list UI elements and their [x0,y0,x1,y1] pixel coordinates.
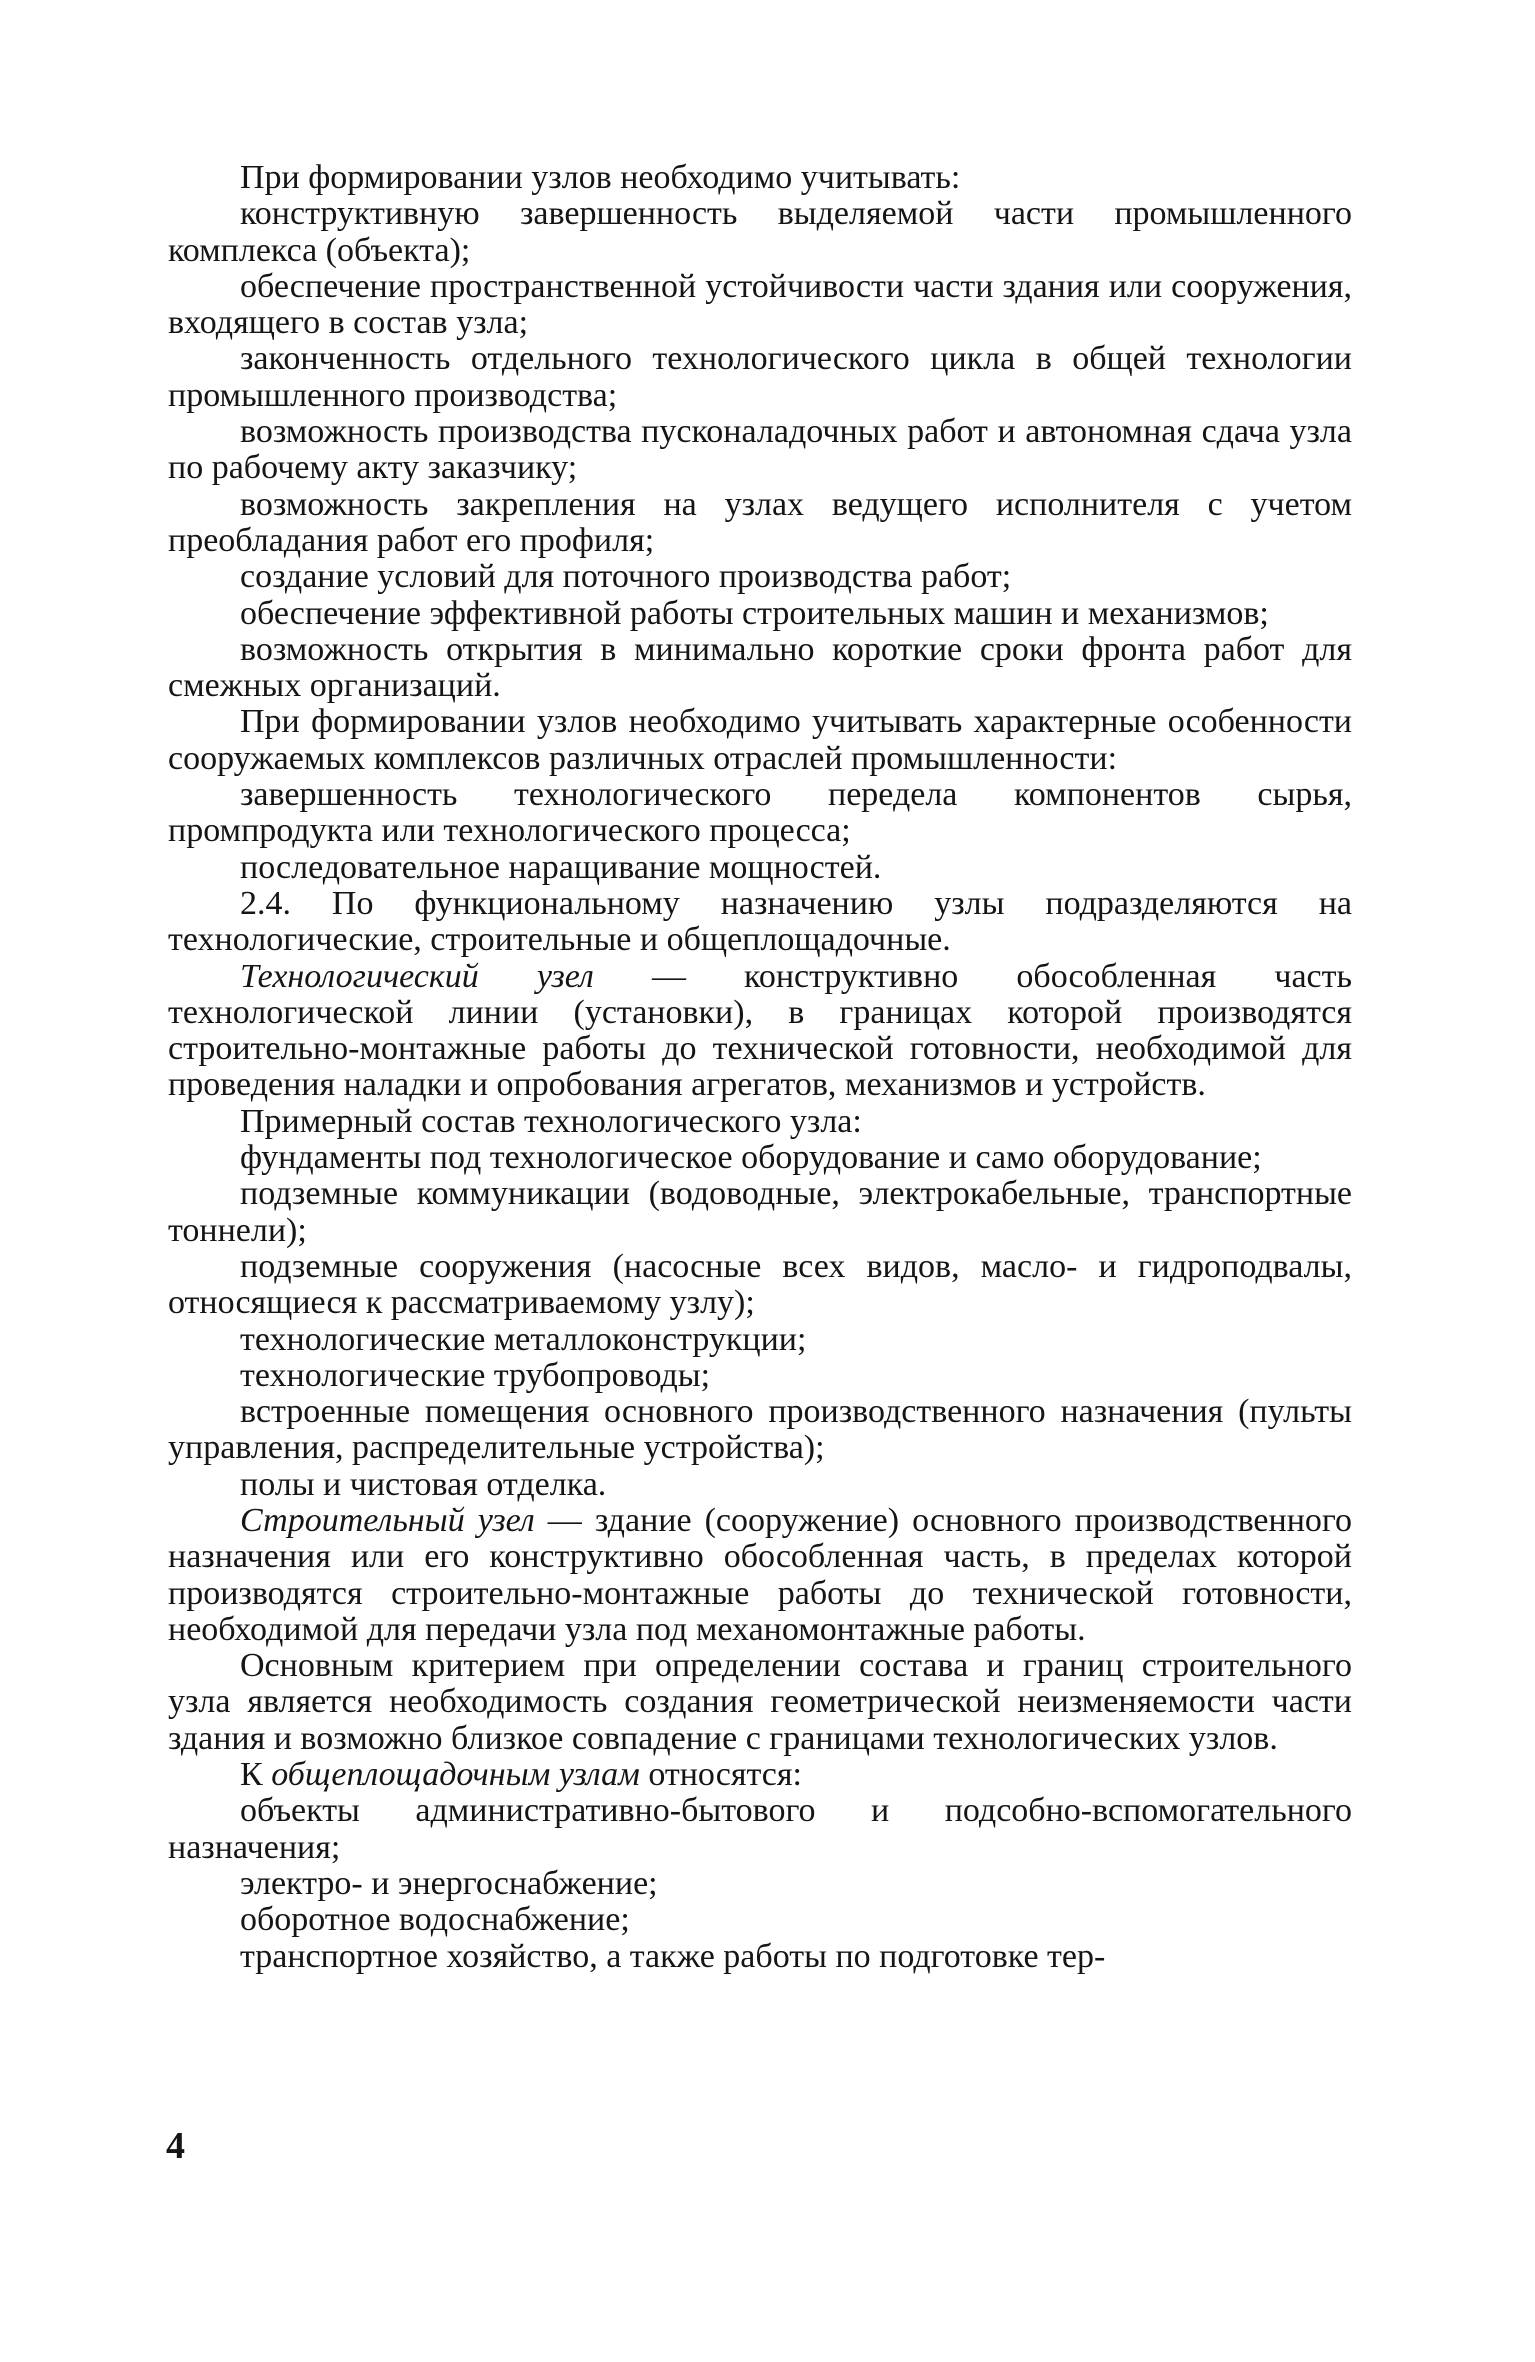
paragraph: последовательное наращивание мощностей. [240,848,882,886]
paragraph: При формировании узлов необходимо учитывать: [240,159,961,196]
paragraph: законченность отдельного технологического цикла в общей технологии промышленного производства; [168,340,1352,414]
paragraph: завершенность технологического передела компонентов сырья, промпродукта или технологического процесса; [168,776,1352,850]
definition-technological-node: Технологический узел — конструктивно обособленная часть технологической линии (установки), в границах которой производятся строительно-монтажные работы до технической готовности, необходимой для проведения наладки и опробования агрегатов, механизмов и устройств. [168,957,1352,1104]
paragraph: обеспечение эффективной работы строительных машин и механизмов; [240,594,1269,632]
page-body [168,160,1352,1975]
paragraph: обеспечение пространственной устойчивости части здания или сооружения, входящего в состав узла; [168,267,1352,342]
paragraph: возможность открытия в минимально короткие сроки фронта работ для смежных организаций. [168,630,1352,705]
paragraph: возможность производства пусконаладочных работ и автономная сдача узла по рабочему акту заказчику; [168,413,1352,487]
paragraph: создание условий для поточного производства работ; [240,558,1012,596]
term-construction-node: Строительный узел [240,1501,535,1539]
term-site-wide-nodes: общеплощадочным узлам [271,1756,640,1794]
paragraph: технологические трубопроводы; [240,1356,711,1394]
term-technological-node: Технологический узел [240,957,594,995]
paragraph: Примерный состав технологического узла: [240,1102,862,1140]
paragraph: подземные сооружения (насосные всех видов, масло- и гидроподвалы, относящиеся к рассматриваемому узлу); [168,1247,1352,1322]
paragraph: транспортное хозяйство, а также работы по подготовке тер- [240,1937,1106,1975]
page-number: 4 [166,2125,185,2167]
paragraph: объекты административно-бытового и подсобно-вспомогательного назначения; [168,1792,1352,1866]
paragraph: оборотное водоснабжение; [240,1901,630,1939]
paragraph: фундаменты под технологическое оборудование и само оборудование; [240,1139,1262,1177]
paragraph: электро- и энергоснабжение; [240,1864,658,1902]
definition-site-wide-nodes: К общеплощадочным узлам относятся: [240,1756,802,1794]
paragraph: конструктивную завершенность выделяемой части промышленного комплекса (объекта); [168,195,1352,269]
paragraph: полы и чистовая отделка. [240,1465,607,1503]
section-2-4-paragraph: 2.4. По функциональному назначению узлы подразделяются на технологические, строительные и общеплощадочные. [168,884,1352,959]
definition-construction-node: Строительный узел — здание (сооружение) основного производственного назначения или его конструктивно обособленная часть, в пределах которой производятся строительно-монтажные работы до технической готовности, необходимой для передачи узла под механомонтажные работы. [168,1501,1353,1648]
paragraph: При формировании узлов необходимо учитывать характерные особенности сооружаемых комплексов различных отраслей промышленности: [168,703,1352,777]
paragraph: возможность закрепления на узлах ведущего исполнителя с учетом преобладания работ его профиля; [168,485,1352,559]
paragraph: технологические металлоконструкции; [240,1320,807,1358]
paragraph: подземные коммуникации (водоводные, электрокабельные, транспортные тоннели); [168,1175,1352,1249]
paragraph: встроенные помещения основного производственного назначения (пульты управления, распределительные устройства); [168,1393,1352,1467]
paragraph: Основным критерием при определении состава и границ строительного узла является необходимость создания геометрической неизменяемости части здания и возможно близкое совпадение с границами технологических узлов. [168,1647,1352,1757]
